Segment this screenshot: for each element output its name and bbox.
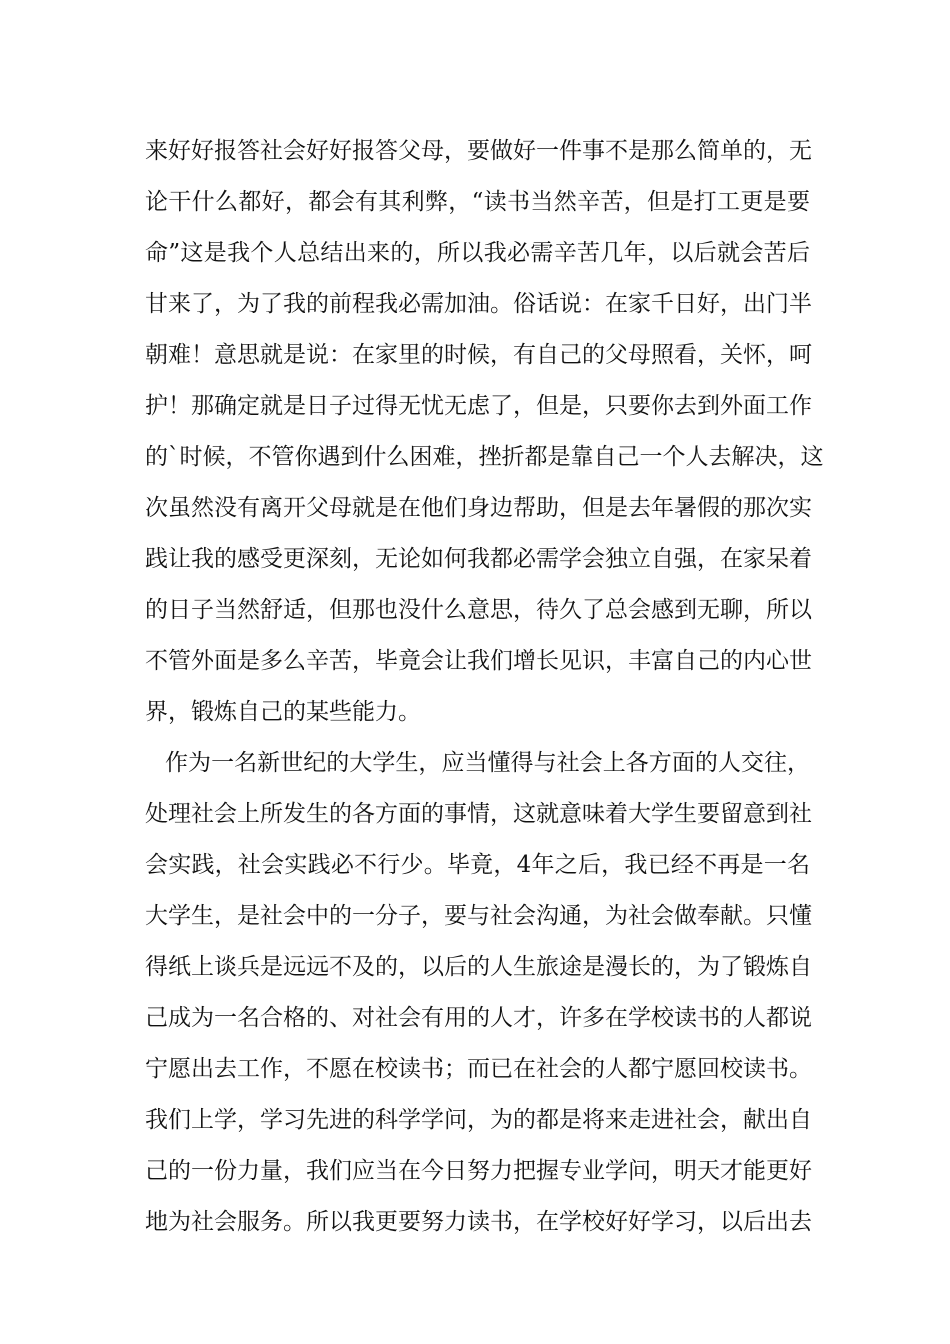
paragraph-start-line: 作为一名新世纪的大学生，应当懂得与社会上各方面的人交往， xyxy=(165,750,810,776)
text-line: 命”这是我个人总结出来的，所以我必需辛苦几年，以后就会苦后 xyxy=(145,240,810,266)
text-line: 来好好报答社会好好报答父母，要做好一件事不是那么简单的，无 xyxy=(145,138,812,164)
text-line: 大学生，是社会中的一分子，要与社会沟通，为社会做奉献。只懂 xyxy=(145,903,812,929)
text-line: 践让我的感受更深刻，无论如何我都必需学会独立自强，在家呆着 xyxy=(145,546,812,572)
paragraph-end-line: 界，锻炼自己的某些能力。 xyxy=(145,699,421,725)
text-line: 朝难！意思就是说：在家里的时候，有自己的父母照看，关怀，呵 xyxy=(145,342,812,368)
text-line: 不管外面是多么辛苦，毕竟会让我们增长见识，丰富自己的内心世 xyxy=(145,648,812,674)
text-line: 会实践，社会实践必不行少。毕竟，4年之后，我已经不再是一名 xyxy=(145,852,810,878)
text-line: 甘来了，为了我的前程我必需加油。俗话说：在家千日好，出门半 xyxy=(145,291,812,317)
text-line: 我们上学，学习先进的科学学问，为的都是将来走进社会，献出自 xyxy=(145,1107,812,1133)
body-text xyxy=(145,126,824,1248)
text-line: 地为社会服务。所以我更要努力读书，在学校好好学习，以后出去 xyxy=(145,1209,812,1235)
text-line: 护！那确定就是日子过得无忧无虑了，但是，只要你去到外面工作 xyxy=(145,393,812,419)
text-line: 宁愿出去工作，不愿在校读书；而已在社会的人都宁愿回校读书。 xyxy=(145,1056,812,1082)
text-line: 得纸上谈兵是远远不及的，以后的人生旅途是漫长的，为了锻炼自 xyxy=(145,954,812,980)
text-line: 的日子当然舒适，但那也没什么意思，待久了总会感到无聊，所以 xyxy=(145,597,812,623)
text-line: 的`时候，不管你遇到什么困难，挫折都是靠自己一个人去解决，这 xyxy=(145,444,824,470)
text-line: 己的一份力量，我们应当在今日努力把握专业学问，明天才能更好 xyxy=(145,1158,812,1184)
text-line: 论干什么都好，都会有其利弊，“读书当然辛苦，但是打工更是要 xyxy=(145,189,810,215)
text-line: 己成为一名合格的、对社会有用的人才，许多在学校读书的人都说 xyxy=(145,1005,812,1031)
text-line: 处理社会上所发生的各方面的事情，这就意味着大学生要留意到社 xyxy=(145,801,812,827)
text-line: 次虽然没有离开父母就是在他们身边帮助，但是去年暑假的那次实 xyxy=(145,495,812,521)
